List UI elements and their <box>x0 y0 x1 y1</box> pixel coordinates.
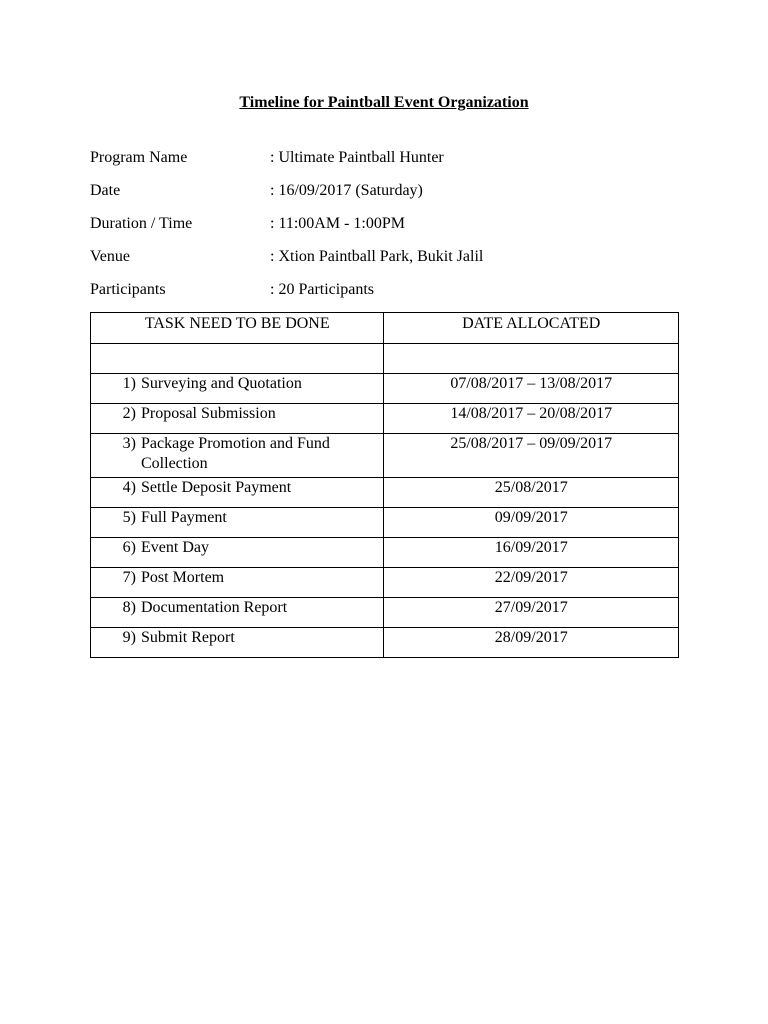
date-text: 07/08/2017 – 13/08/2017 <box>450 375 613 392</box>
info-row-venue <box>90 246 690 279</box>
info-row-duration <box>90 213 690 246</box>
date-cell <box>384 628 679 658</box>
info-row-date <box>90 180 690 213</box>
table-blank-row <box>91 344 679 374</box>
task-label: Submit Report <box>141 629 235 646</box>
table-row <box>91 598 679 628</box>
task-label: Full Payment <box>141 509 227 526</box>
column-header-task-label: TASK NEED TO BE DONE <box>144 315 330 332</box>
date-text: 14/08/2017 – 20/08/2017 <box>450 405 613 422</box>
task-number: 1) <box>122 375 136 392</box>
date-text: 22/09/2017 <box>494 569 568 586</box>
table-row <box>91 404 679 434</box>
task-label: Post Mortem <box>141 569 225 586</box>
timeline-table <box>90 312 679 658</box>
table-cell <box>384 344 679 374</box>
date-text: 27/09/2017 <box>494 599 568 616</box>
info-value: : 20 Participants <box>270 281 374 298</box>
column-header-task <box>91 313 384 344</box>
task-cell <box>91 404 384 434</box>
column-header-date-label: DATE ALLOCATED <box>462 315 601 332</box>
date-cell <box>384 434 679 478</box>
task-label: Settle Deposit Payment <box>141 479 292 496</box>
event-info <box>90 147 690 312</box>
date-cell <box>384 598 679 628</box>
date-text: 09/09/2017 <box>494 509 568 526</box>
date-cell <box>384 568 679 598</box>
info-value: : 11:00AM - 1:00PM <box>270 215 405 232</box>
task-cell <box>91 374 384 404</box>
info-value: : Ultimate Paintball Hunter <box>270 149 444 166</box>
task-number: 7) <box>122 569 136 586</box>
table-row <box>91 538 679 568</box>
task-number: 4) <box>122 479 136 496</box>
table-row <box>91 628 679 658</box>
date-cell <box>384 374 679 404</box>
date-text: 25/08/2017 – 09/09/2017 <box>450 435 613 452</box>
info-label: Program Name <box>90 149 188 166</box>
task-label: Documentation Report <box>141 599 288 616</box>
task-number: 9) <box>122 629 136 646</box>
task-cell <box>91 538 384 568</box>
task-label: Surveying and Quotation <box>141 375 302 392</box>
task-label: Event Day <box>141 539 209 556</box>
table-cell <box>91 344 384 374</box>
table-row <box>91 478 679 508</box>
info-label: Participants <box>90 281 166 298</box>
task-cell <box>91 478 384 508</box>
info-value: : Xtion Paintball Park, Bukit Jalil <box>270 248 484 265</box>
column-header-date <box>384 313 679 344</box>
date-text: 16/09/2017 <box>494 539 568 556</box>
page-title: Timeline for Paintball Event Organization <box>239 94 529 111</box>
info-value: : 16/09/2017 (Saturday) <box>270 182 423 199</box>
date-cell <box>384 538 679 568</box>
table-row <box>91 508 679 538</box>
task-number: 3) <box>122 435 136 452</box>
date-cell <box>384 508 679 538</box>
table-header-row <box>91 313 679 344</box>
date-text: 25/08/2017 <box>494 479 568 496</box>
task-cell <box>91 568 384 598</box>
info-row-participants <box>90 279 690 312</box>
table-row <box>91 568 679 598</box>
date-text: 28/09/2017 <box>494 629 568 646</box>
task-label: Package Promotion and Fund Collection <box>141 435 330 472</box>
task-label: Proposal Submission <box>141 405 276 422</box>
task-cell <box>91 434 384 478</box>
info-label: Duration / Time <box>90 215 193 232</box>
task-number: 6) <box>122 539 136 556</box>
info-label: Date <box>90 182 121 199</box>
date-cell <box>384 478 679 508</box>
task-number: 5) <box>122 509 136 526</box>
info-row-program-name <box>90 147 690 180</box>
task-cell <box>91 508 384 538</box>
table-row <box>91 374 679 404</box>
task-cell <box>91 598 384 628</box>
task-number: 8) <box>122 599 136 616</box>
task-cell <box>91 628 384 658</box>
info-label: Venue <box>90 248 130 265</box>
date-cell <box>384 404 679 434</box>
table-row <box>91 434 679 478</box>
task-number: 2) <box>122 405 136 422</box>
